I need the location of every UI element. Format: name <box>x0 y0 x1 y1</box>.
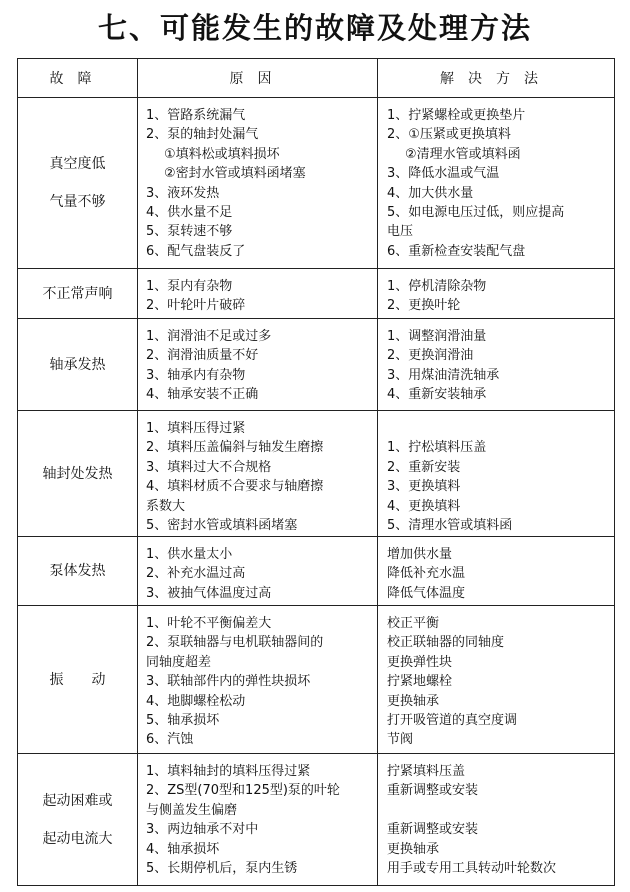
solution-line: ②清理水管或填料函 <box>405 146 521 162</box>
cause-line: 1、填料轴封的填料压得过紧 <box>146 764 311 779</box>
cause-cell <box>138 269 378 319</box>
solution-line: 3、更换填料 <box>387 479 461 495</box>
page-title: 七、可能发生的故障及处理方法 <box>97 11 532 45</box>
cause-line: 系数大 <box>146 498 186 514</box>
fault-table <box>17 58 615 886</box>
fault-label: 不正常声响 <box>42 285 113 302</box>
cause-line: 3、填料过大不合规格 <box>146 459 272 475</box>
table-row <box>18 411 615 537</box>
cause-line: 5、轴承损坏 <box>146 713 220 729</box>
fault-cell <box>18 606 138 754</box>
cause-line: 3、液环发热 <box>146 185 220 201</box>
cause-line: 4、填料材质不合要求与轴磨擦 <box>146 479 324 495</box>
cause-cell <box>138 537 378 606</box>
cause-line: 2、ZS型(70型和125型)泵的叶轮 <box>146 783 340 799</box>
solution-line: 2、①压紧或更换填料 <box>387 127 511 143</box>
solution-line: 2、重新安装 <box>387 459 461 475</box>
solution-line: 打开吸管道的真空度调 <box>387 713 518 729</box>
solution-line: 校正平衡 <box>387 616 440 631</box>
cause-cell <box>138 411 378 537</box>
solution-line: 更换弹性块 <box>387 654 453 670</box>
cause-line: ①填料松或填料损坏 <box>164 146 280 162</box>
header-row <box>18 59 615 98</box>
cause-line: 与侧盖发生偏磨 <box>146 802 238 818</box>
cause-line: 同轴度超差 <box>146 654 212 670</box>
solution-line: 5、如电源电压过低，则应提高 <box>387 205 565 221</box>
solution-line: 更换轴承 <box>387 693 440 709</box>
solution-line: 4、更换填料 <box>387 498 461 514</box>
solution-cell <box>378 754 615 886</box>
solution-line: 2、更换叶轮 <box>387 298 461 314</box>
solution-line <box>387 801 614 820</box>
cause-line: 4、轴承损坏 <box>146 841 220 857</box>
solution-line <box>387 419 614 438</box>
fault-label: 真空度低 <box>49 156 106 172</box>
fault-cell <box>18 98 138 269</box>
solution-line: 拧紧填料压盖 <box>387 764 466 779</box>
solution-line: 5、清理水管或填料函 <box>387 518 513 534</box>
solution-line: 1、拧紧螺栓或更换垫片 <box>387 108 526 123</box>
cause-line: 3、被抽气体温度过高 <box>146 585 272 601</box>
solution-line: 电压 <box>387 224 414 240</box>
table-row <box>18 269 615 319</box>
cause-line: 2、填料压盖偏斜与轴发生磨擦 <box>146 440 324 456</box>
solution-line: 用手或专用工具转动叶轮数次 <box>387 861 557 877</box>
cause-line: 2、泵的轴封处漏气 <box>146 127 259 143</box>
cause-line: 1、供水量太小 <box>146 547 233 562</box>
solution-line: 校正联轴器的同轴度 <box>387 635 505 651</box>
solution-line: 重新调整或安装 <box>387 822 479 838</box>
solution-cell <box>378 537 615 606</box>
cause-line: 2、泵联轴器与电机联轴器间的 <box>146 635 324 651</box>
fault-cell <box>18 319 138 411</box>
fault-label: 气量不够 <box>49 194 106 210</box>
cause-line: 2、叶轮叶片破碎 <box>146 298 246 314</box>
cause-line: 1、泵内有杂物 <box>146 279 233 294</box>
cause-line: 4、供水量不足 <box>146 205 233 221</box>
cause-line: 3、两边轴承不对中 <box>146 822 259 838</box>
solution-line: 3、降低水温或气温 <box>387 166 500 182</box>
fault-label: 振 动 <box>49 671 106 688</box>
solution-cell <box>378 269 615 319</box>
solution-line: 节阀 <box>387 732 414 748</box>
cause-line: 6、配气盘装反了 <box>146 243 246 259</box>
header-cause: 原因 <box>138 59 378 98</box>
solution-cell <box>378 411 615 537</box>
solution-line: 降低气体温度 <box>387 585 466 601</box>
table-row <box>18 606 615 754</box>
fault-label: 起动困难或 <box>42 792 113 809</box>
cause-line: ②密封水管或填料函堵塞 <box>164 166 306 182</box>
solution-cell <box>378 606 615 754</box>
cause-line: 2、润滑油质量不好 <box>146 348 259 364</box>
cause-line: 2、补充水温过高 <box>146 566 246 582</box>
solution-line: 3、用煤油清洗轴承 <box>387 367 500 383</box>
header-fault: 故障 <box>18 59 138 98</box>
cause-cell <box>138 319 378 411</box>
cause-line: 1、填料压得过紧 <box>146 421 246 436</box>
fault-label: 轴封处发热 <box>42 465 113 482</box>
cause-line: 3、轴承内有杂物 <box>146 367 246 383</box>
solution-line: 降低补充水温 <box>387 566 466 582</box>
fault-label: 起动电流大 <box>42 830 113 847</box>
cause-line: 5、长期停机后，泵内生锈 <box>146 861 298 877</box>
cause-cell <box>138 754 378 886</box>
solution-line: 重新调整或安装 <box>387 783 479 799</box>
header-solution: 解决方法 <box>378 59 615 98</box>
solution-line: 1、调整润滑油量 <box>387 329 487 344</box>
solution-line: 拧紧地螺栓 <box>387 674 453 690</box>
table-row <box>18 537 615 606</box>
solution-line: 1、拧松填料压盖 <box>387 440 487 456</box>
cause-line: 5、密封水管或填料函堵塞 <box>146 518 298 534</box>
cause-line: 3、联轴部件内的弹性块损坏 <box>146 674 311 690</box>
cause-line: 1、管路系统漏气 <box>146 108 246 123</box>
solution-line: 6、重新检查安装配气盘 <box>387 243 526 259</box>
solution-line: 增加供水量 <box>387 547 453 562</box>
cause-line: 4、轴承安装不正确 <box>146 387 259 403</box>
solution-cell <box>378 98 615 269</box>
solution-line: 4、重新安装轴承 <box>387 387 487 403</box>
solution-line: 更换轴承 <box>387 841 440 857</box>
fault-cell <box>18 537 138 606</box>
cause-line: 5、泵转速不够 <box>146 224 233 240</box>
solution-cell <box>378 319 615 411</box>
cause-line: 1、叶轮不平衡偏差大 <box>146 616 272 631</box>
fault-label: 轴承发热 <box>49 356 106 373</box>
solution-line: 2、更换润滑油 <box>387 348 474 364</box>
table-row <box>18 319 615 411</box>
fault-cell <box>18 754 138 886</box>
fault-cell <box>18 269 138 319</box>
solution-line: 1、停机清除杂物 <box>387 279 487 294</box>
fault-cell <box>18 411 138 537</box>
table-row <box>18 754 615 886</box>
cause-cell <box>138 98 378 269</box>
fault-label: 泵体发热 <box>49 563 106 579</box>
cause-line: 1、润滑油不足或过多 <box>146 329 272 344</box>
cause-line: 6、汽蚀 <box>146 732 194 748</box>
table-row <box>18 98 615 269</box>
cause-cell <box>138 606 378 754</box>
solution-line: 4、加大供水量 <box>387 185 474 201</box>
cause-line: 4、地脚螺栓松动 <box>146 693 246 709</box>
